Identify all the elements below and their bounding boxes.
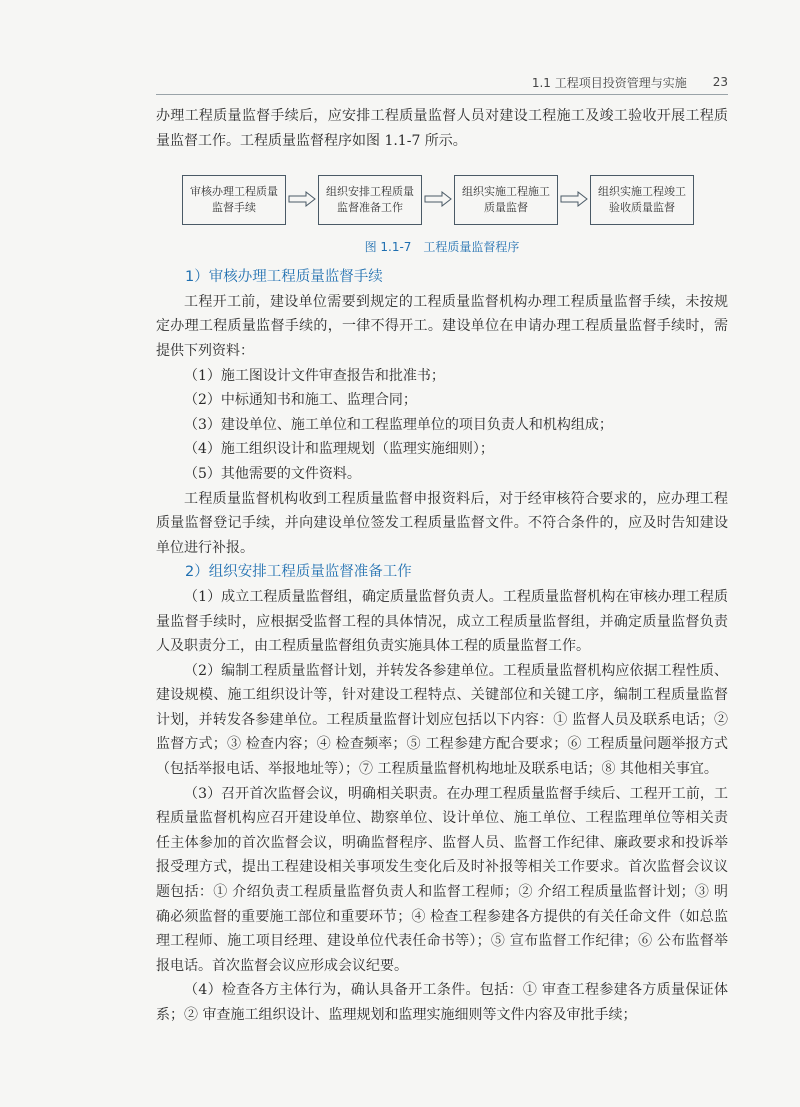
section-heading-2: 2）组织安排工程质量监督准备工作 [185,564,412,581]
list-item: （1）施工图设计文件审查报告和批准书； [184,367,445,384]
paragraph: 工程开工前，建设单位需要到规定的工程质量监督机构办理工程质量监督手续，未按规定办理工程质量监督手续的，一律不得开工。建设单位在申请办理工程质量监督手续时，需提供下列资料： [156,293,728,359]
figure-caption: 图 1.1-7 工程质量监督程序 [364,240,520,255]
paragraph: （3）召开首次监督会议，明确相关职责。在办理工程质量监督手续后、工程开工前，工程质量监督机构应召开建设单位、勘察单位、设计单位、施工单位、工程监理单位等相关责任主体参加的首次监督会议，明确监督程序、监督人员、监督工作纪律、廉政要求和投诉举报受理方式，提出工程建设相关事项发生变化后及时补报等相关工作要求。首次监督会议议题包括：① 介绍负责工程质量监督负责人和监督工程师；② 介绍工程质量监督计划；③ 明确必须监督的重要施工部位和重要环节；④ 检查工程参建各方提供的有关任命文件（如总监理工程师、施工项目经理、建设单位代表任命书等）；⑤ 宣布监督工作纪律；⑥ 公布监督举报电话。首次监督会议应形成会议纪要。 [156,785,728,974]
paragraph: （2）编制工程质量监督计划，并转发各参建单位。工程质量监督机构应依据工程性质、建设规模、施工组织设计等，针对建设工程特点、关键部位和关键工序，编制工程质量监督计划，并转发各参建单位。工程质量监督计划应包括以下内容：① 监督人员及联系电话；② 监督方式；③ 检查内容；④ 检查频率；⑤ 工程参建方配合要求；⑥ 工程质量问题举报方式（包括举报电话、举报地址等）；⑦ 工程质量监督机构地址及联系电话；⑧ 其他相关事宜。 [156,662,728,778]
list-item: （2）中标通知书和施工、监理合同； [184,392,417,409]
paragraph: 工程质量监督机构收到工程质量监督申报资料后，对于经审核符合要求的，应办理工程质量监督登记手续，并向建设单位签发工程质量监督文件。不符合条件的，应及时告知建设单位进行补报。 [156,490,728,556]
arrow-right-icon [288,191,316,207]
body-text [156,104,728,1028]
paragraph: （4）检查各方主体行为，确认具备开工条件。包括：① 审查工程参建各方质量保证体系；② 审查施工组织设计、监理规划和监理实施细则等文件内容及审批手续； [156,982,728,1023]
flow-step-2: 组织安排工程质量监督准备工作 [318,175,422,225]
page-number: 23 [712,75,728,89]
flow-step-4: 组织实施工程竣工验收质量监督 [590,175,694,225]
running-header [156,72,728,92]
flow-step-3: 组织实施工程施工质量监督 [454,175,558,225]
list-item: （3）建设单位、施工单位和工程监理单位的项目负责人和机构组成； [184,416,613,433]
paragraph: （1）成立工程质量监督组，确定质量监督负责人。工程质量监督机构在审核办理工程质量监督手续时，应根据受监督工程的具体情况，成立工程质量监督组，并确定质量监督负责人及职责分工，由工程质量监督组负责实施具体工程的质量监督工作。 [156,588,728,655]
arrow-right-icon [560,191,588,207]
section-heading-1: 1）审核办理工程质量监督手续 [185,269,383,286]
arrow-right-icon [424,191,452,207]
list-item: （4）施工组织设计和监理规划（监理实施细则）； [184,441,494,458]
intro-paragraph: 办理工程质量监督手续后，应安排工程质量监督人员对建设工程施工及竣工验收开展工程质量监督工作。工程质量监督程序如图 1.1-7 所示。 [156,108,728,149]
flow-diagram [156,167,728,231]
list-item: （5）其他需要的文件资料。 [184,465,361,482]
section-title: 1.1 工程项目投资管理与实施 [531,75,687,90]
header-rule [156,94,728,95]
flow-step-1: 审核办理工程质量监督手续 [182,175,286,225]
